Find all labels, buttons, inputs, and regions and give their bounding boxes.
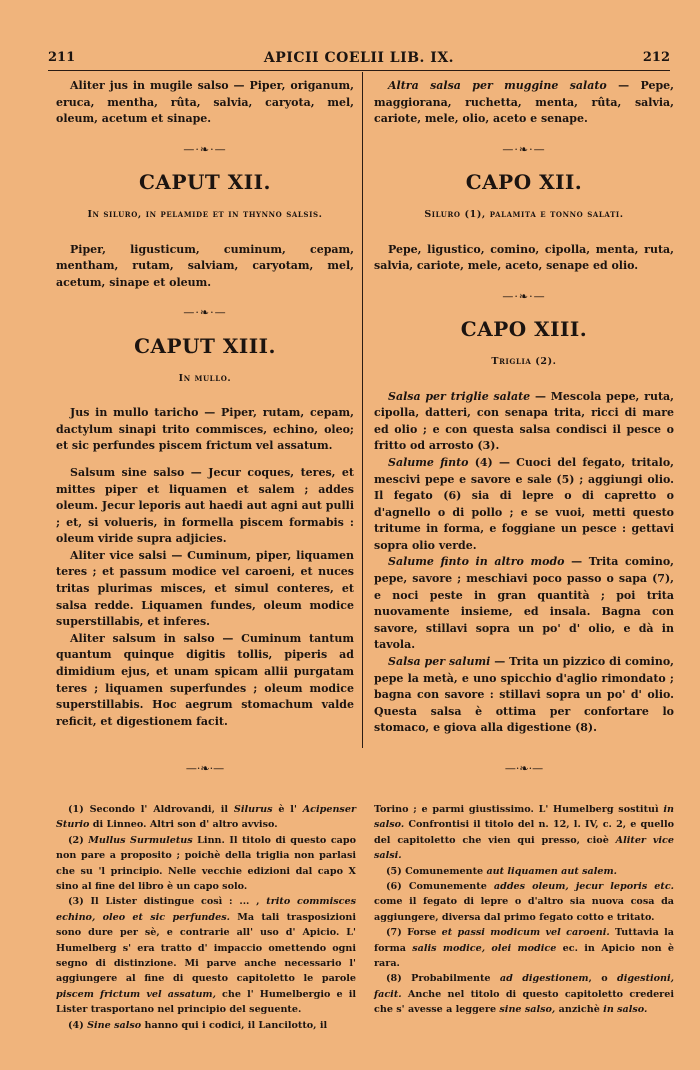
- chapter-subtitle: Siluro (1), palamita e tonno salati.: [424, 208, 624, 220]
- italian-paragraph: Salume finto (4) — Cuoci del fegato, tritalo, mescivi pepe e savore e sale (5) ; aggiungi olio. Il fegato (6) sia di lepre o di capretto o d'agnello o di pollo ; e se vuoi, metti questo tritume in forma, e foggiane un pesce : gettavi sopra olio verde.: [374, 455, 674, 552]
- chapter-title: CAPUT XIII.: [134, 333, 276, 358]
- footnote: (3) Il Lister distingue così : ... , trito commisces echino, oleo et sic perfundes. Ma tali trasposizioni sono dure per sè, e contrarie all' uso d' Apicio. L' Humelberg s' era tratto d' impaccio omettendo ogni segno di distinzione. Mi parve anche necessario l' aggiungere al fine di questo capitoletto le parole piscem frictum vel assatum, che l' Humelbergio e il Lister trasportano nel principio del seguente.: [56, 896, 356, 1016]
- italian-paragraph: Salume finto in altro modo — Trita comino, pepe, savore ; meschiavi poco passo o sapa (7), e noci peste in gran quantità ; poi trita nuovamente insieme, ed insala. Bagna con savore, stillavi sopra un po' d' olio, e dà in tavola.: [374, 555, 674, 652]
- chapter-subtitle: Triglia (2).: [491, 355, 557, 367]
- column-separator: [362, 72, 363, 748]
- page-number-left: 211: [48, 50, 76, 65]
- chapter-title: CAPUT XII.: [139, 170, 271, 195]
- latin-intro: Aliter jus in mugile salso — Piper, origanum, eruca, mentha, rûta, salvia, caryota, mel, oleum, acetum et sinape.: [56, 79, 354, 126]
- running-header: [48, 50, 670, 70]
- header-rule: [48, 70, 670, 71]
- footnotes-right: [374, 802, 674, 1018]
- italian-paragraph: Salsa per salumi — Trita un pizzico di comino, pepe la metà, e uno spicchio d'aglio rimondato ; bagna con savore : stillavi sopra un po' d' olio. Questa salsa è ottima per confortare lo stomaco, e giova alla digestione (8).: [374, 655, 674, 735]
- footnote: (1) Secondo l' Aldrovandi, il Silurus è l' Acipenser Sturio di Linneo. Altri son d' altro avviso.: [56, 804, 356, 831]
- chapter-subtitle: In siluro, in pelamide et in thynno salsis.: [87, 208, 323, 220]
- italian-paragraph: Pepe, ligustico, comino, cipolla, menta, ruta, salvia, cariote, mele, aceto, senape ed olio.: [374, 242, 674, 273]
- footnote: (6) Comunemente addes oleum, jecur leporis etc. come il fegato di lepre o d'altro sia nuova cosa da aggiungere, diversa dal primo fegato cotto e tritato.: [374, 881, 674, 923]
- latin-paragraph: Aliter vice salsi — Cuminum, piper, liquamen teres ; et passum modice vel caroeni, et nuces tritas plurimas misces, et simul conteres, et salsa redde. Liquamen fundes, oleum modice superstillabis, et inferes.: [56, 548, 354, 629]
- latin-paragraph: Piper, ligusticum, cuminum, cepam, mentham, rutam, salviam, caryotam, mel, acetum, sinape et oleum.: [56, 242, 354, 289]
- chapter-title: CAPO XII.: [465, 170, 583, 195]
- footnote: (8) Probabilmente ad digestionem, o digestioni, facit. Anche nel titolo di questo capitoletto crederei che s' avesse a leggere sine salso, anzichè in salso.: [374, 973, 675, 1016]
- running-title: APICII COELII LIB. IX.: [263, 50, 455, 66]
- italian-paragraph: Salsa per triglie salate — Mescola pepe, ruta, cipolla, datteri, con senapa trita, ricci di mare ed olio ; e con questa salsa condisci il pesce o fritto od arrosto (3).: [374, 389, 674, 453]
- latin-column: [56, 78, 354, 730]
- italian-intro: Altra salsa per muggine salato — Pepe, maggiorana, ruchetta, menta, rûta, salvia, cariote, mele, olio, aceto e senape.: [374, 79, 674, 126]
- latin-paragraph: Aliter salsum in salso — Cuminum tantum quantum quinque digitis tollis, piperis ad dimidium ejus, et unam spicam allii purgatam teres ; liquamen superfundes ; oleum modice superstillabis. Hoc aegrum stomachum valde reficit, et digestionem facit.: [56, 631, 354, 728]
- ornament: —·❧·—: [504, 762, 544, 775]
- latin-paragraph: Jus in mullo taricho — Piper, rutam, cepam, dactylum sinapi trito commisces, echino, oleo; et sic perfundes piscem frictum vel assatum.: [56, 406, 354, 453]
- ornament: —·❧·—: [183, 142, 227, 156]
- footnote-continuation: Torino ; e parmi giustissimo. L' Humelberg sostituì in salso. Confrontisi il titolo del n. 12, l. IV, c. 2, e quello del capitoletto che vien qui presso, cioè Aliter vice salsi.: [374, 804, 675, 862]
- footnotes-left: [56, 802, 356, 1033]
- ornament: —·❧·—: [502, 142, 546, 156]
- footnote: (5) Comunemente aut liquamen aut salem.: [386, 865, 617, 877]
- footnote: (7) Forse et passi modicum vel caroeni. Tuttavia la forma salis modice, olei modice ec. in Apicio non è rara.: [374, 927, 674, 970]
- chapter-subtitle: In mullo.: [178, 372, 232, 384]
- footnote: (2) Mullus Surmuletus Linn. Il titolo di questo capo non pare a proposito ; poichè della triglia non parlasi che su 'l principio. Nelle vecchie edizioni dal capo X sino al fine del libro è un capo solo.: [56, 834, 356, 893]
- latin-paragraph: Salsum sine salso — Jecur coques, teres, et mittes piper et liquamen et salem ; addes oleum. Jecur leporis aut haedi aut agni aut pulli ; et, si volueris, in formella piscem formabis : oleum viride supra adjicies.: [56, 465, 354, 546]
- chapter-title: CAPO XIII.: [460, 317, 588, 342]
- page-number-right: 212: [642, 50, 670, 65]
- footnote: (4) Sine salso hanno qui i codici, il Lancilotto, il: [68, 1019, 328, 1031]
- ornament: —·❧·—: [502, 289, 546, 303]
- ornament: —·❧·—: [183, 306, 227, 320]
- ornament: —·❧·—: [185, 762, 225, 775]
- italian-column: [374, 78, 674, 737]
